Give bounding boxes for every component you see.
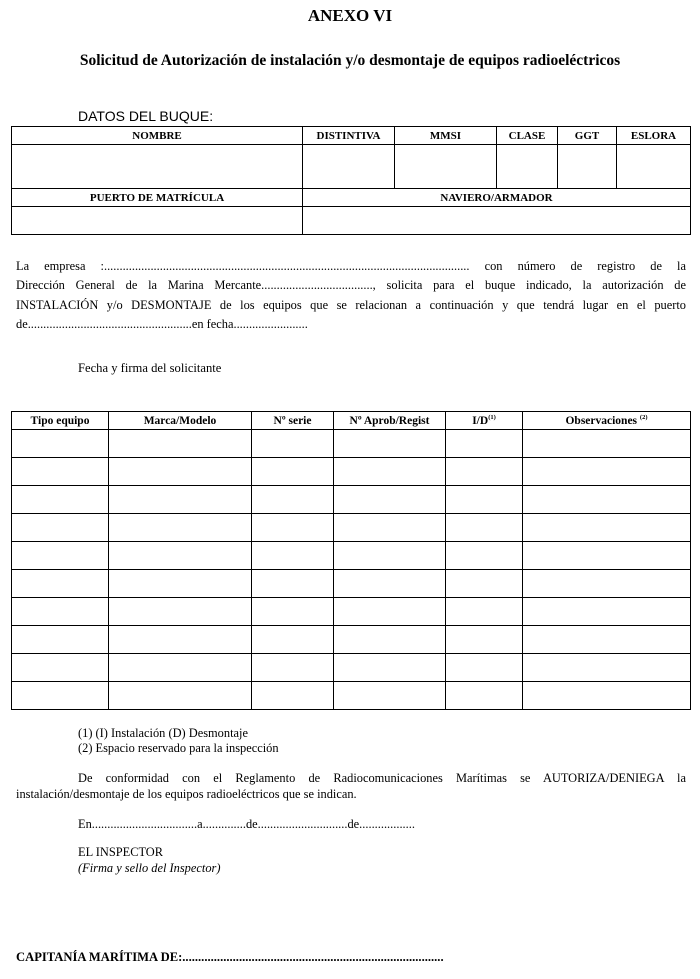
equipment-cell-id[interactable]: [446, 654, 523, 682]
equipment-cell-marca[interactable]: [109, 458, 252, 486]
equipment-cell-id[interactable]: [446, 458, 523, 486]
equipment-cell-observaciones[interactable]: [523, 570, 691, 598]
equipment-cell-observaciones[interactable]: [523, 542, 691, 570]
equipment-cell-marca[interactable]: [109, 486, 252, 514]
equipment-cell-aprob[interactable]: [334, 570, 446, 598]
equipment-cell-observaciones[interactable]: [523, 626, 691, 654]
equipment-cell-id[interactable]: [446, 570, 523, 598]
request-line-3: INSTALACIÓN y/o DESMONTAJE de los equipos que se relacionan a continuación y que tendrá lugar en el puerto: [16, 297, 686, 312]
equipment-row: [12, 598, 691, 626]
equipment-cell-serie[interactable]: [252, 430, 334, 458]
equipment-cell-serie[interactable]: [252, 514, 334, 542]
document-subtitle: Solicitud de Autorización de instalación y/o desmontaje de equipos radioeléctricos: [79, 52, 621, 69]
equipment-cell-aprob[interactable]: [334, 430, 446, 458]
equipment-cell-aprob[interactable]: [334, 486, 446, 514]
equipment-cell-aprob[interactable]: [334, 654, 446, 682]
distintiva-field[interactable]: [303, 145, 395, 189]
equipment-cell-serie[interactable]: [252, 458, 334, 486]
equipment-cell-tipo[interactable]: [12, 570, 109, 598]
equipment-row: [12, 682, 691, 710]
equipment-cell-tipo[interactable]: [12, 626, 109, 654]
equipment-cell-id[interactable]: [446, 542, 523, 570]
equipment-cell-serie[interactable]: [252, 542, 334, 570]
document-title: ANEXO VI: [307, 6, 393, 25]
equipment-row: [12, 486, 691, 514]
inspector-signature-note: (Firma y sello del Inspector): [78, 860, 221, 875]
nombre-field[interactable]: [12, 145, 303, 189]
equipment-cell-aprob[interactable]: [334, 682, 446, 710]
section-label-datos-buque: DATOS DEL BUQUE:: [78, 108, 214, 124]
equipment-cell-observaciones[interactable]: [523, 430, 691, 458]
ship-header-clase: CLASE: [497, 127, 558, 145]
equip-header-tipo: Tipo equipo: [12, 412, 109, 430]
equipment-cell-id[interactable]: [446, 682, 523, 710]
eslora-field[interactable]: [617, 145, 691, 189]
equipment-cell-tipo[interactable]: [12, 682, 109, 710]
ship-header-puerto-matricula: PUERTO DE MATRÍCULA: [12, 189, 303, 207]
equipment-cell-tipo[interactable]: [12, 542, 109, 570]
place-date-line: En..................................a..............de.............................de..................: [78, 817, 415, 831]
ship-header-nombre: NOMBRE: [12, 127, 303, 145]
ship-header-naviero-armador: NAVIERO/ARMADOR: [303, 189, 691, 207]
equipment-cell-serie[interactable]: [252, 654, 334, 682]
capitania-line: CAPITANÍA MARÍTIMA DE:...................................................................................: [16, 950, 444, 964]
equipment-cell-id[interactable]: [446, 626, 523, 654]
equipment-row: [12, 458, 691, 486]
ship-header-distintiva: DISTINTIVA: [303, 127, 395, 145]
equipment-cell-marca[interactable]: [109, 598, 252, 626]
puerto-matricula-field[interactable]: [12, 207, 303, 235]
equipment-row: [12, 542, 691, 570]
equipment-cell-id[interactable]: [446, 486, 523, 514]
equipment-table: [11, 411, 691, 710]
mmsi-field[interactable]: [395, 145, 497, 189]
equipment-cell-tipo[interactable]: [12, 458, 109, 486]
request-line-1: La empresa :...................................................................................................................... con número de registro de la: [16, 259, 686, 273]
equipment-cell-tipo[interactable]: [12, 430, 109, 458]
equipment-cell-observaciones[interactable]: [523, 654, 691, 682]
conformidad-paragraph: [16, 771, 686, 802]
equip-header-id: $I/D^{(1)}$: [446, 412, 523, 430]
equipment-cell-tipo[interactable]: [12, 514, 109, 542]
equipment-cell-serie[interactable]: [252, 682, 334, 710]
equipment-cell-serie[interactable]: [252, 626, 334, 654]
ship-header-eslora: ESLORA: [617, 127, 691, 145]
equipment-cell-id[interactable]: [446, 430, 523, 458]
ship-header-mmsi: MMSI: [395, 127, 497, 145]
conformidad-line-1: De conformidad con el Reglamento de Radiocomunicaciones Marítimas se AUTORIZA/DENIEGA la: [78, 771, 686, 785]
equipment-cell-aprob[interactable]: [334, 598, 446, 626]
equipment-cell-marca[interactable]: [109, 626, 252, 654]
equipment-row: [12, 654, 691, 682]
equip-header-observaciones: Observaciones $^{(2)}$: [523, 412, 691, 430]
equipment-cell-id[interactable]: [446, 598, 523, 626]
equipment-row: [12, 570, 691, 598]
footnote-2: (2) Espacio reservado para la inspección: [78, 741, 279, 755]
equipment-row: [12, 514, 691, 542]
ggt-field[interactable]: [558, 145, 617, 189]
equipment-cell-observaciones[interactable]: [523, 598, 691, 626]
ship-data-table: [11, 126, 691, 235]
equipment-cell-marca[interactable]: [109, 570, 252, 598]
equipment-cell-serie[interactable]: [252, 598, 334, 626]
equipment-cell-aprob[interactable]: [334, 514, 446, 542]
equipment-cell-tipo[interactable]: [12, 486, 109, 514]
equip-header-serie: Nº serie: [252, 412, 334, 430]
equipment-cell-marca[interactable]: [109, 654, 252, 682]
equip-header-aprob: Nº Aprob/Regist: [334, 412, 446, 430]
equipment-cell-marca[interactable]: [109, 430, 252, 458]
equipment-row: [12, 626, 691, 654]
clase-field[interactable]: [497, 145, 558, 189]
equipment-cell-tipo[interactable]: [12, 598, 109, 626]
request-line-4: de.....................................................en fecha........................: [16, 317, 308, 332]
equipment-cell-aprob[interactable]: [334, 458, 446, 486]
conformidad-line-2: instalación/desmontaje de los equipos radioeléctricos que se indican.: [16, 786, 357, 801]
ship-header-ggt: GGT: [558, 127, 617, 145]
equipment-cell-tipo[interactable]: [12, 654, 109, 682]
request-line-2: Dirección General de la Marina Mercante...................................., solicita para el buque indicado, la autorización de: [16, 278, 686, 293]
naviero-armador-field[interactable]: [303, 207, 691, 235]
equipment-cell-aprob[interactable]: [334, 542, 446, 570]
equipment-cell-observaciones[interactable]: [523, 486, 691, 514]
equipment-cell-serie[interactable]: [252, 486, 334, 514]
equipment-header-row: [12, 412, 691, 430]
footnote-1: (1) (I) Instalación (D) Desmontaje: [78, 726, 248, 740]
equipment-cell-observaciones[interactable]: [523, 682, 691, 710]
equipment-cell-id[interactable]: [446, 514, 523, 542]
equipment-cell-aprob[interactable]: [334, 626, 446, 654]
equipment-cell-marca[interactable]: [109, 542, 252, 570]
equip-header-marca: Marca/Modelo: [109, 412, 252, 430]
equipment-cell-marca[interactable]: [109, 682, 252, 710]
inspector-title: EL INSPECTOR: [78, 845, 164, 859]
equipment-cell-observaciones[interactable]: [523, 458, 691, 486]
request-paragraph: [16, 257, 686, 335]
fecha-firma-label: Fecha y firma del solicitante: [78, 361, 222, 375]
inspector-block: [78, 845, 220, 876]
equipment-cell-marca[interactable]: [109, 514, 252, 542]
equipment-cell-serie[interactable]: [252, 570, 334, 598]
equipment-cell-observaciones[interactable]: [523, 514, 691, 542]
equipment-row: [12, 430, 691, 458]
footnotes: [78, 726, 279, 756]
